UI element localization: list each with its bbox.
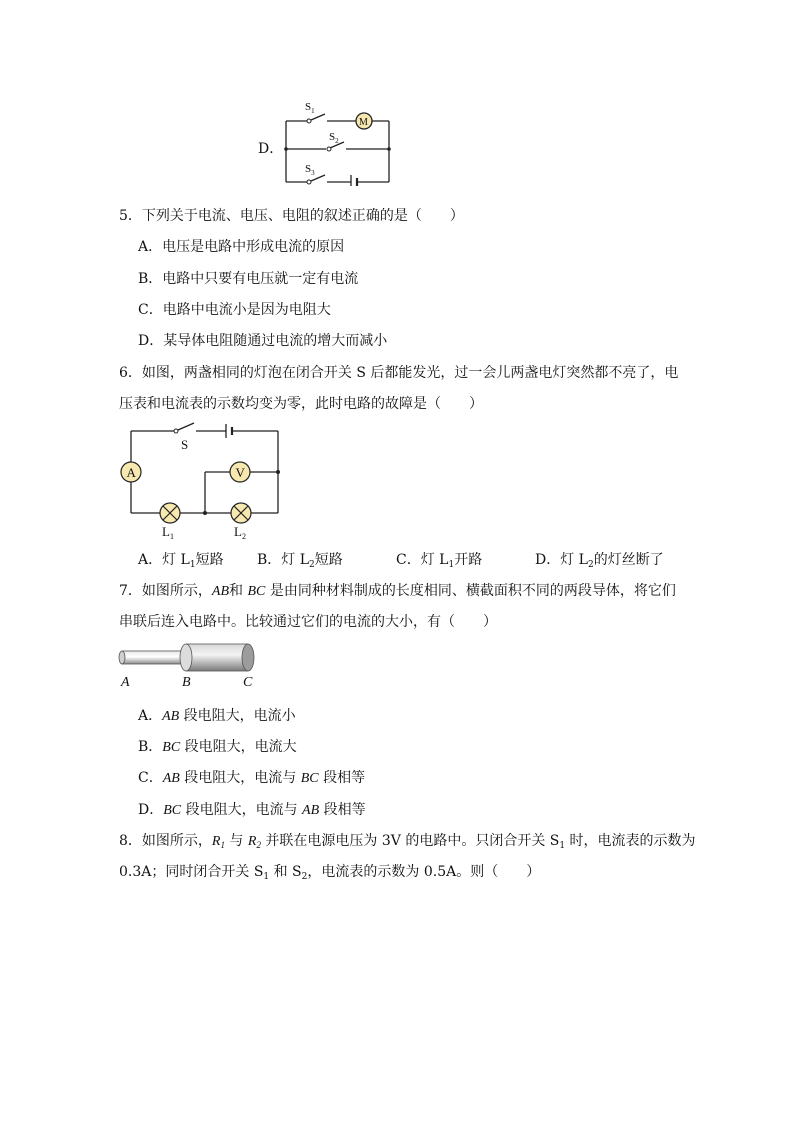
q7-option-d[interactable]: D．BC 段电阻大，电流与 AB 段相等 <box>138 802 366 818</box>
q6-option-c[interactable]: C．灯 $L_1$开路 <box>396 552 483 570</box>
switch-s1-label: $S_1$ <box>305 101 315 115</box>
q7-option-b[interactable]: B．BC 段电阻大，电流大 <box>138 739 297 755</box>
circuit-diagram-q6 <box>118 418 288 543</box>
q8-stem-line1: 8．如图所示，$R_1$ 与 $R_2$ 并联在电源电压为 3V 的电路中。只闭合开关 $S_1$ 时，电流表的示数为 <box>119 833 696 851</box>
q6-stem-line1: 6．如图，两盏相同的灯泡在闭合开关 S 后都能发光，过一会儿两盏电灯突然都不亮了，电 <box>119 365 679 381</box>
q7-option-a[interactable]: A．AB 段电阻大，电流小 <box>138 708 296 724</box>
motor-label: M <box>359 117 368 128</box>
option-d-label: D． <box>258 141 284 157</box>
q5-option-d[interactable]: D．某导体电阻随通过电流的增大而减小 <box>138 333 388 349</box>
point-b-label: B <box>182 675 191 690</box>
q7-option-c[interactable]: C．AB 段电阻大，电流与 BC 段相等 <box>138 770 366 786</box>
q6-option-d[interactable]: D．灯 $L_2$的灯丝断了 <box>535 552 664 570</box>
lamp-l1-icon <box>160 503 180 523</box>
q7-stem-line2: 串联后连入电路中。比较通过它们的电流的大小，有（ ） <box>119 614 497 630</box>
lamp-l2-icon <box>231 503 251 523</box>
point-c-label: C <box>243 675 253 690</box>
point-a-label: A <box>121 675 130 690</box>
q5-option-b[interactable]: B．电路中只要有电压就一定有电流 <box>138 271 359 287</box>
switch-s-label: S <box>181 437 189 452</box>
switch-s3-label: $S_3$ <box>305 163 315 177</box>
voltmeter-label: V <box>235 465 245 480</box>
conductor-diagram <box>114 640 264 692</box>
circuit-diagram-d <box>280 100 395 186</box>
switch-s2-label: $S_2$ <box>329 131 339 145</box>
q6-option-b[interactable]: B．灯 $L_2$短路 <box>257 552 343 570</box>
lamp-l2-label: $L_2$ <box>234 524 246 541</box>
q5-stem: 5．下列关于电流、电压、电阻的叙述正确的是（ ） <box>119 208 464 224</box>
q6-stem-line2: 压表和电流表的示数均变为零，此时电路的故障是（ ） <box>119 396 483 412</box>
q6-option-a[interactable]: A．灯 $L_1$短路 <box>138 552 224 570</box>
q5-option-c[interactable]: C．电路中电流小是因为电阻大 <box>138 302 331 318</box>
q8-stem-line2: 0.3A；同时闭合开关 $S_1$ 和 $S_2$，电流表的示数为 0.5A。则（ ） <box>119 864 541 882</box>
ammeter-label: A <box>126 465 136 480</box>
q5-option-a[interactable]: A．电压是电路中形成电流的原因 <box>138 239 345 255</box>
lamp-l1-label: $L_1$ <box>162 524 174 541</box>
q7-stem-line1: 7．如图所示，AB和 BC 是由同种材料制成的长度相同、横截面积不同的两段导体，将它们 <box>119 583 676 599</box>
